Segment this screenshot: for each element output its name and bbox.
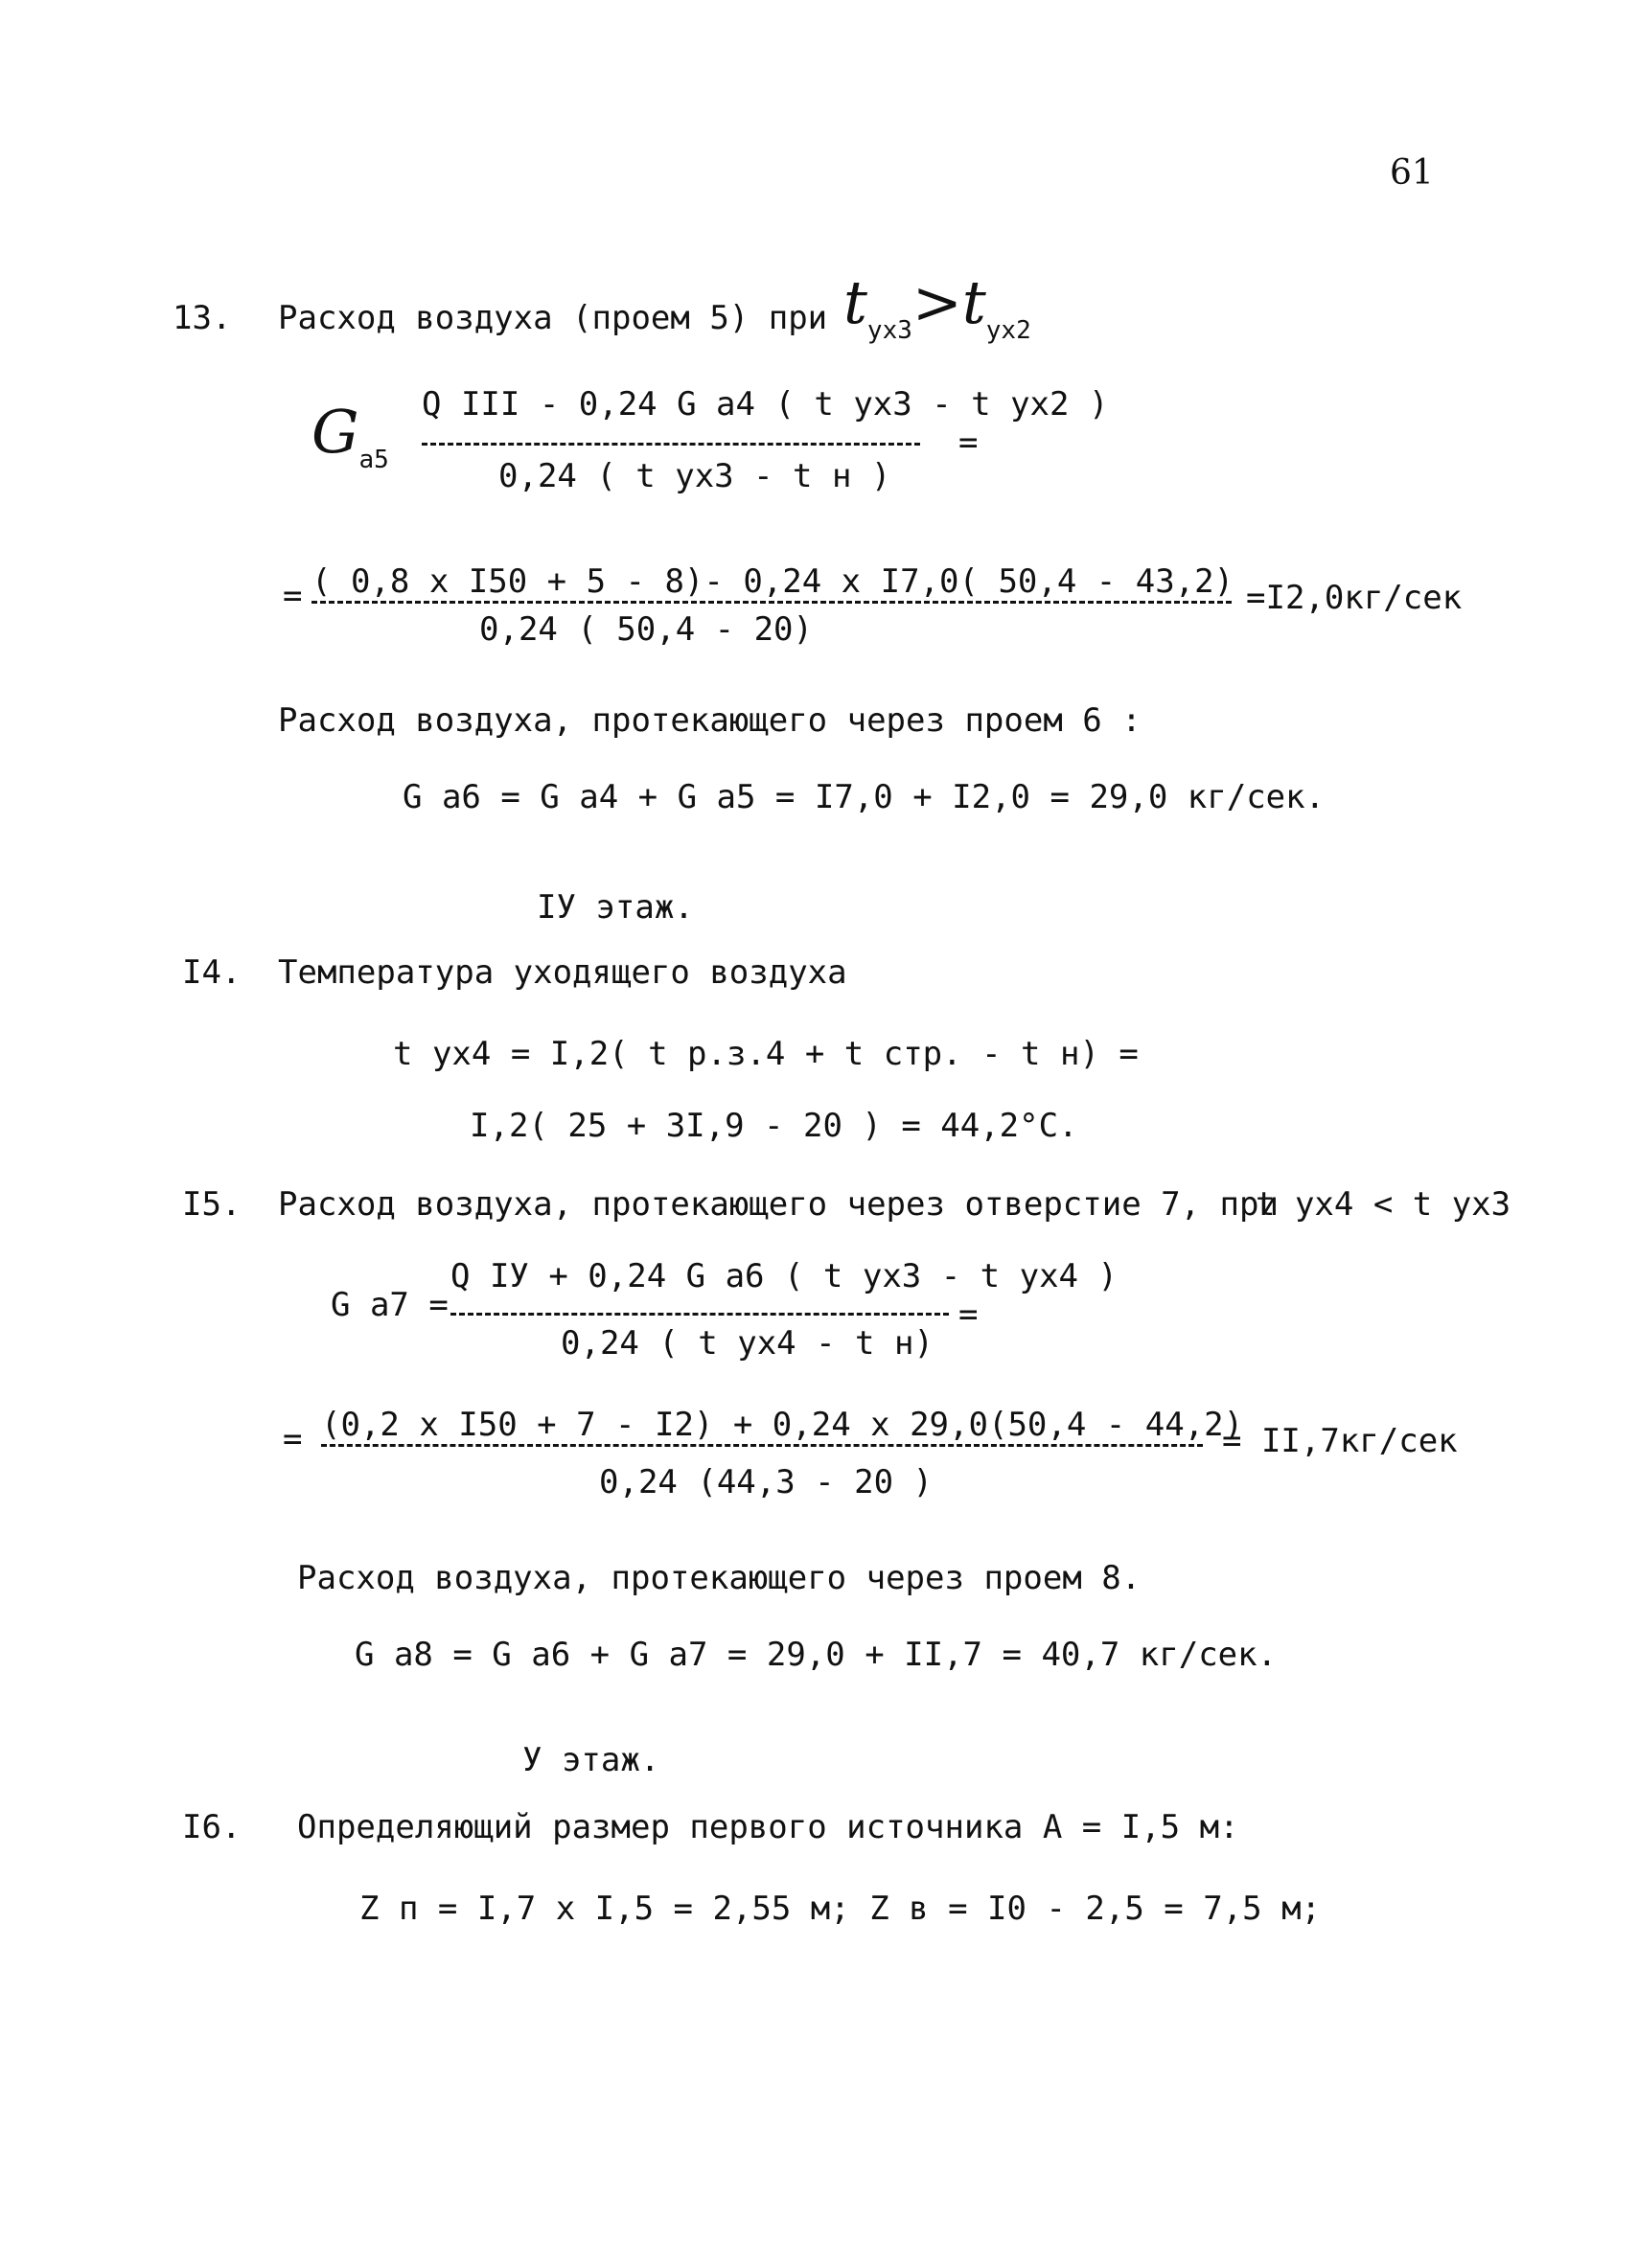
item-14-number: I4.: [182, 953, 242, 992]
greater-than-sign: >: [911, 267, 962, 337]
item-13-heading: Расход воздуха (проем 5) при: [278, 299, 828, 337]
item-16-number: I6.: [182, 1808, 242, 1846]
subscript: a5: [358, 446, 389, 474]
calc-result: = II,7кг/сек: [1222, 1422, 1458, 1460]
formula-numerator: Q IУ + 0,24 G a6 ( t ух3 - t ух4 ): [450, 1257, 1118, 1295]
formula-numerator: Q III - 0,24 G a4 ( t ух3 - t ух2 ): [422, 385, 1109, 424]
page-number: 61: [1390, 153, 1434, 193]
formula-denominator: 0,24 ( t ух3 - t н ): [498, 457, 891, 495]
t-symbol: t: [843, 267, 867, 337]
floor-4-heading: IУ этаж.: [537, 888, 694, 927]
equals-sign: =: [283, 577, 303, 615]
item-13-condition: [843, 267, 1031, 345]
fraction-line: [422, 443, 920, 446]
item-15-condition: t ух4 < t ух3: [1256, 1185, 1511, 1224]
item-13-number: 13.: [173, 299, 232, 337]
formula-lhs: [311, 397, 389, 474]
item-16-formula: Z п = I,7 х I,5 = 2,55 м; Z в = I0 - 2,5 = 7,5 м;: [359, 1890, 1322, 1928]
t-symbol: t: [961, 267, 986, 337]
flow-8-heading: Расход воздуха, протекающего через проем 8.: [297, 1559, 1142, 1597]
equals-sign: =: [958, 1295, 979, 1334]
fraction-line: [450, 1313, 949, 1316]
flow-6-heading: Расход воздуха, протекающего через проем 6 :: [278, 701, 1142, 740]
equals-sign: =: [283, 1420, 303, 1458]
calc-denominator: 0,24 (44,3 - 20 ): [599, 1463, 933, 1501]
flow-6-formula: G a6 = G a4 + G a5 = I7,0 + I2,0 = 29,0 кг/сек.: [403, 778, 1326, 816]
item-14-heading: Температура уходящего воздуха: [278, 953, 847, 992]
calc-numerator: ( 0,8 х I50 + 5 - 8)- 0,24 х I7,0( 50,4 - 43,2): [311, 562, 1234, 601]
formula-denominator: 0,24 ( t ух4 - t н): [561, 1324, 934, 1363]
subscript: ух2: [985, 316, 1031, 345]
calc-result: =I2,0кг/сек: [1246, 579, 1463, 617]
flow-8-formula: G a8 = G a6 + G a7 = 29,0 + II,7 = 40,7 кг/сек.: [355, 1636, 1278, 1674]
subscript: ух3: [866, 316, 912, 345]
item-14-formula-1: t ух4 = I,2( t р.з.4 + t стр. - t н) =: [393, 1035, 1139, 1073]
equals-sign: =: [958, 424, 979, 462]
g-symbol: G: [311, 397, 359, 467]
fraction-line: [321, 1444, 1203, 1447]
formula-lhs: G a7 =: [331, 1286, 449, 1324]
fraction-line: [311, 601, 1232, 604]
item-15-heading: Расход воздуха, протекающего через отверстие 7, при: [278, 1185, 1279, 1224]
calc-numerator: (0,2 х I50 + 7 - I2) + 0,24 х 29,0(50,4 - 44,2): [321, 1406, 1244, 1444]
floor-5-heading: У этаж.: [522, 1741, 660, 1779]
calc-denominator: 0,24 ( 50,4 - 20): [479, 610, 813, 649]
item-15-number: I5.: [182, 1185, 242, 1224]
item-16-heading: Определяющий размер первого источника А = I,5 м:: [297, 1808, 1239, 1846]
item-14-formula-2: I,2( 25 + 3I,9 - 20 ) = 44,2°С.: [470, 1107, 1078, 1145]
